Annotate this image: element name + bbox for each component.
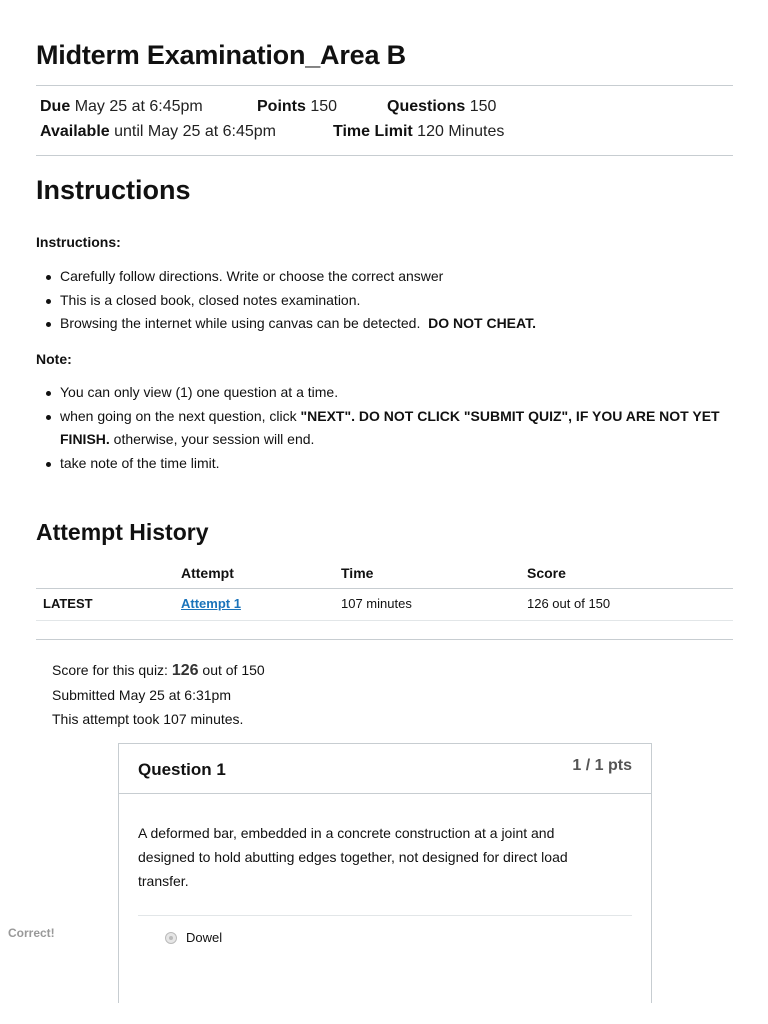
note-bold: "NEXT". DO NOT CLICK "SUBMIT QUIZ", IF YOU ARE NOT YET FINISH. xyxy=(60,407,720,447)
divider xyxy=(138,915,632,916)
question-card xyxy=(118,743,652,1003)
attempt-table-header xyxy=(36,563,733,588)
attempt-history-heading: Attempt History xyxy=(36,519,209,545)
available-label: Available xyxy=(40,123,110,140)
column-header-score: Score xyxy=(527,565,566,581)
questions-value: 150 xyxy=(469,98,497,115)
quiz-meta-row-2 xyxy=(40,123,730,143)
column-header-time: Time xyxy=(341,565,374,581)
attempt-score: 126 out of 150 xyxy=(527,596,611,611)
list-item: This is a closed book, closed notes examination. xyxy=(60,289,740,313)
answer-label: Dowel xyxy=(186,930,223,945)
quiz-score-line xyxy=(52,658,265,683)
table-row xyxy=(36,589,733,620)
points-value: 150 xyxy=(310,98,338,115)
divider xyxy=(36,639,733,640)
column-header-attempt: Attempt xyxy=(181,565,234,581)
quiz-title: Midterm Examination_Area B xyxy=(36,40,406,70)
points-label: Points xyxy=(257,98,306,115)
time-limit-value: 120 Minutes xyxy=(417,123,505,140)
list-item: You can only view (1) one question at a time. xyxy=(60,381,740,405)
questions-label: Questions xyxy=(387,98,466,115)
quiz-score: 126 xyxy=(171,662,199,679)
answer-option[interactable] xyxy=(165,930,222,945)
question-text: A deformed bar, embedded in a concrete construction at a joint and designed to hold abutting edges together, not designed for direct load transfer. xyxy=(138,825,568,889)
question-name: Question 1 xyxy=(138,760,226,779)
instructions-list xyxy=(60,265,740,336)
score-prefix: Score for this quiz: xyxy=(52,662,172,678)
latest-label: LATEST xyxy=(43,596,93,611)
radio-selected-icon[interactable] xyxy=(165,932,177,944)
attempt-time: 107 minutes xyxy=(341,596,412,611)
list-item: Carefully follow directions. Write or choose the correct answer xyxy=(60,265,740,289)
score-summary xyxy=(52,658,265,731)
list-item-text: Browsing the internet while using canvas can be detected. xyxy=(60,315,421,331)
cheat-warning: DO NOT CHEAT. xyxy=(428,315,536,331)
correct-answer-tag xyxy=(0,920,118,948)
available-value: until May 25 at 6:45pm xyxy=(114,123,276,140)
list-item xyxy=(60,405,740,452)
time-limit-label: Time Limit xyxy=(333,123,413,140)
instructions-label: Instructions: xyxy=(36,234,121,250)
question-points: 1 / 1 pts xyxy=(572,757,632,774)
instructions-heading: Instructions xyxy=(36,175,191,205)
divider xyxy=(36,155,733,156)
note-text: when going on the next question, click xyxy=(60,407,301,424)
attempt-duration-text: This attempt took 107 minutes. xyxy=(52,711,244,727)
correct-label: Correct! xyxy=(8,926,55,940)
note-label: Note: xyxy=(36,351,72,367)
quiz-meta-row-1 xyxy=(40,98,730,118)
notes-list xyxy=(60,381,740,475)
divider xyxy=(36,620,733,621)
attempt-link[interactable]: Attempt 1 xyxy=(181,596,241,611)
due-label: Due xyxy=(40,98,71,115)
question-header xyxy=(119,744,651,794)
list-item xyxy=(60,312,740,336)
note-text: otherwise, your session will end. xyxy=(109,431,315,447)
divider xyxy=(36,85,733,86)
list-item: take note of the time limit. xyxy=(60,452,740,476)
due-value: May 25 at 6:45pm xyxy=(74,98,203,115)
score-suffix: out of 150 xyxy=(198,662,265,678)
submitted-text: Submitted May 25 at 6:31pm xyxy=(52,687,231,703)
